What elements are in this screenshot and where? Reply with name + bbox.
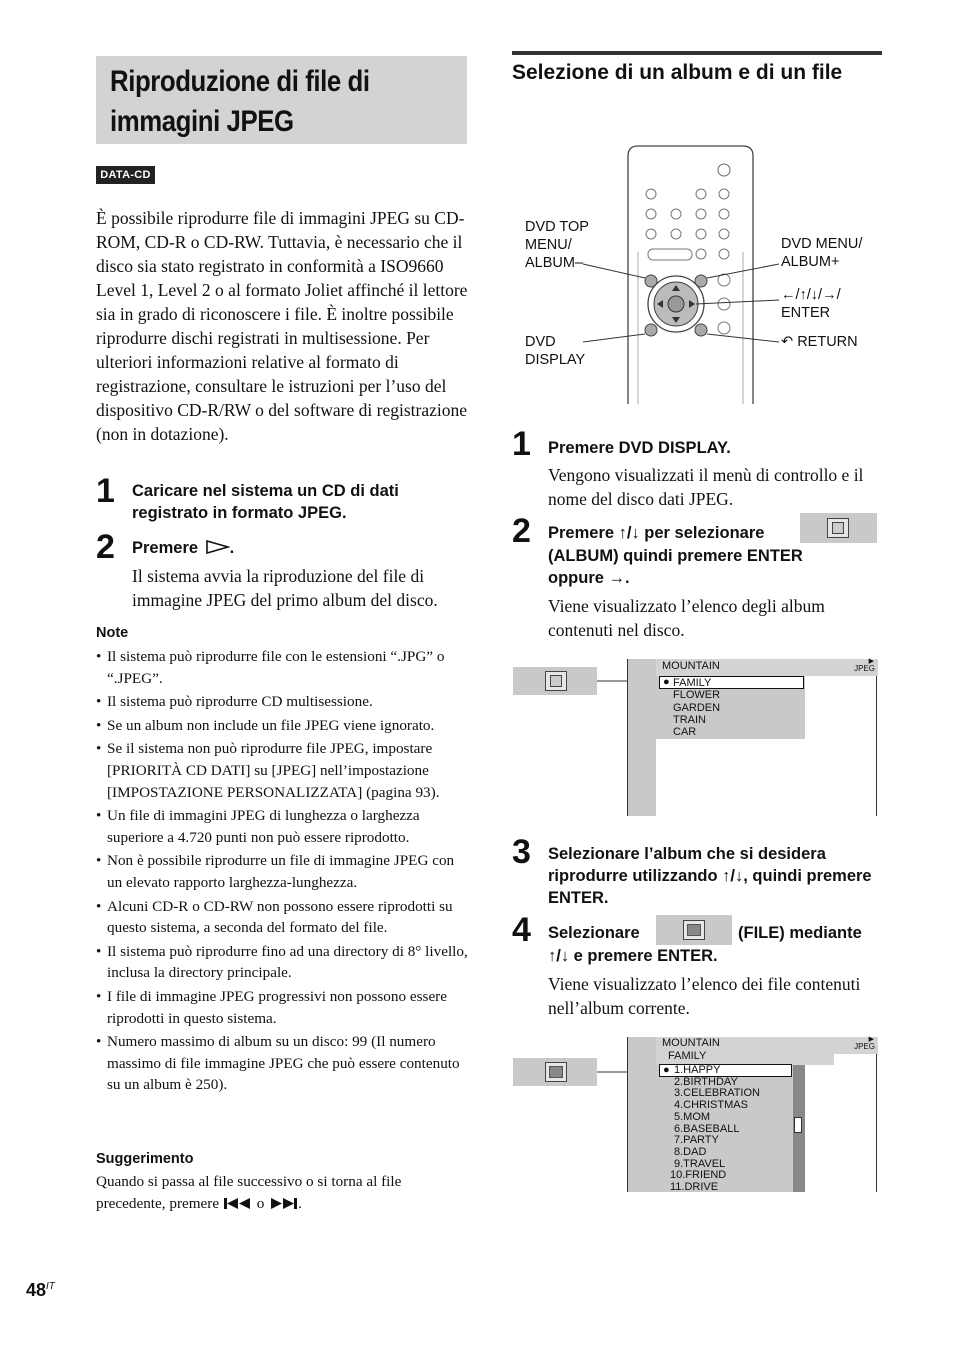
label-arrows-line2: ENTER — [781, 305, 831, 321]
label-dvd-menu — [781, 235, 862, 271]
play-indicator-icon: ▶ — [868, 1035, 874, 1043]
album-item[interactable]: FAMILY — [673, 677, 712, 689]
screen2-header: MOUNTAIN — [662, 1037, 720, 1049]
note-item: • Se il sistema non può riprodurre file JPEG, impostare [PRIORITÀ CD DATI] su [JPEG] nell’impostazione [IMPOSTAZIONE PERSONALIZZATA] (pagina 93). — [96, 738, 470, 803]
tip-text-a: Quando si passa al file successivo o si torna al file precedente, premere — [96, 1173, 402, 1212]
notes-list — [96, 646, 470, 1098]
notes-title: Note — [96, 625, 129, 641]
album-icon — [827, 518, 849, 538]
file-item[interactable]: 6.BASEBALL — [674, 1122, 740, 1135]
album-item[interactable]: CAR — [673, 726, 697, 739]
tip-text-o: o — [256, 1195, 265, 1212]
right-step-number-3: 3 — [512, 833, 531, 871]
step2-heading: Premere . — [132, 539, 235, 557]
label-dvd-top-menu-line3: ALBUM– — [525, 255, 584, 271]
step2-body: Il sistema avvia la riproduzione del file di immagine JPEG del primo album del disco. — [132, 566, 438, 610]
file-item[interactable]: 1.HAPPY — [674, 1064, 721, 1076]
remote-control-illustration — [560, 142, 800, 404]
step-number-1: 1 — [96, 472, 115, 510]
screen2-file-icon-box — [513, 1058, 597, 1086]
right-step3-heading: Selezionare l’album che si desidera riprodurre utilizzando ↑/↓, quindi premere ENTER. — [548, 845, 872, 907]
page-number-value: 48 — [26, 1280, 47, 1300]
tip-text: Quando si passa al file successivo o si torna al file precedente, premere o . — [96, 1173, 402, 1212]
step2-heading-text: Premere — [132, 539, 199, 557]
right-step2-heading-c: oppure →. — [548, 569, 630, 587]
file-item[interactable]: 10.FRIEND — [670, 1169, 727, 1182]
page-title-line1: Riproduzione di file di — [110, 65, 370, 98]
album-item[interactable]: TRAIN — [673, 713, 706, 726]
page-title — [96, 56, 467, 144]
right-step-number-2: 2 — [512, 512, 531, 550]
album-list-screen — [627, 659, 877, 816]
file-item[interactable]: 11.DRIVE — [670, 1181, 719, 1194]
file-list-screen — [627, 1037, 877, 1192]
screen1-album-icon-box — [513, 667, 597, 695]
step-number-2: 2 — [96, 528, 115, 566]
note-item: • Se un album non include un file JPEG viene ignorato. — [96, 715, 470, 737]
right-step-number-1: 1 — [512, 425, 531, 463]
label-dvd-top-menu-line1: DVD TOP — [525, 219, 589, 235]
note-item: • I file di immagine JPEG progressivi non possono essere riprodotti in questo sistema. — [96, 986, 470, 1029]
right-step4-heading-b: (FILE) mediante — [738, 924, 862, 942]
label-return-text: RETURN — [797, 334, 858, 350]
prev-track-icon — [223, 1198, 253, 1209]
screen1-items — [673, 677, 720, 738]
note-item: • Il sistema può riprodurre CD multisessione. — [96, 691, 470, 713]
file-item[interactable]: 2.BIRTHDAY — [674, 1075, 738, 1088]
album-item[interactable]: GARDEN — [673, 701, 721, 714]
right-step1-body: Vengono visualizzati il menù di controllo e il nome del disco dati JPEG. — [548, 465, 864, 509]
label-dvd-display-line2: DISPLAY — [525, 352, 586, 368]
screen2-items — [670, 1065, 760, 1194]
tip-title: Suggerimento — [96, 1151, 194, 1167]
right-step2-heading-a: Premere ↑/↓ per selezionare — [548, 524, 765, 542]
right-step4-heading-a: Selezionare — [548, 924, 640, 942]
file-icon-box — [656, 915, 732, 945]
scroll-thumb[interactable] — [794, 1117, 802, 1133]
album-icon-box — [800, 513, 877, 543]
play-icon — [206, 540, 230, 554]
right-step4-heading-c: ↑/↓ e premere ENTER. — [548, 947, 718, 965]
format-box — [814, 1037, 878, 1054]
file-item[interactable]: 9.TRAVEL — [674, 1157, 726, 1170]
album-icon — [545, 671, 567, 691]
page-title-line2: immagini JPEG — [110, 105, 294, 138]
return-icon: ↶ — [781, 334, 794, 350]
section-title: Selezione di un album e di un file — [512, 61, 843, 84]
page-number — [26, 1280, 55, 1301]
step1-heading: Caricare nel sistema un CD di dati registrato in formato JPEG. — [132, 482, 399, 522]
note-item: • Il sistema può riprodurre file con le estensioni “.JPG” o “.JPEG”. — [96, 646, 470, 689]
file-item[interactable]: 5.MOM — [674, 1110, 711, 1123]
label-dvd-menu-line1: DVD MENU/ — [781, 236, 863, 252]
file-item[interactable]: 4.CHRISTMAS — [674, 1099, 748, 1112]
data-cd-badge: DATA-CD — [96, 166, 155, 184]
page-language: IT — [46, 1281, 55, 1292]
selected-marker-icon: ● — [663, 676, 670, 688]
screen1-format: JPEG — [854, 664, 875, 673]
file-item[interactable]: 3.CELEBRATION — [674, 1087, 760, 1100]
screen1-header: MOUNTAIN — [662, 660, 720, 672]
format-box — [814, 659, 878, 676]
label-arrows-enter — [781, 286, 841, 322]
play-indicator-icon: ▶ — [868, 657, 874, 665]
label-dvd-display — [525, 333, 585, 369]
next-track-icon — [268, 1198, 298, 1209]
right-step2-body: Viene visualizzato l’elenco degli album contenuti nel disco. — [548, 596, 825, 640]
right-step1-heading: Premere DVD DISPLAY. — [548, 439, 731, 457]
note-item: • Un file di immagini JPEG di lunghezza o larghezza superiore a 4.720 punti non può essere riprodotto. — [96, 805, 470, 848]
right-step4-body: Viene visualizzato l’elenco dei file contenuti nell’album corrente. — [548, 974, 861, 1018]
intro-paragraph: È possibile riprodurre file di immagini JPEG su CD-ROM, CD-R o CD-RW. Tuttavia, è necessario che il disco sia stato registrato in conformità a ISO9660 Level 1, Level 2 o al formato Joliet affinché il lettore sia in grado di riconoscere i file. È inoltre possibile riprodurre dischi registrati in multisessione. Per ulteriori informazioni relative al formato di registrazione, consultare le istruzioni per l’uso del dispositivo CD-R/RW o del software di registrazione (non in dotazione). — [96, 208, 468, 444]
note-item: • Non è possibile riprodurre un file di immagine JPEG con un elevato rapporto larghezza-lunghezza. — [96, 850, 470, 893]
file-item[interactable]: 7.PARTY — [674, 1134, 719, 1147]
screen2-format: JPEG — [854, 1042, 875, 1051]
selected-marker-icon: ● — [663, 1064, 670, 1076]
label-dvd-top-menu — [525, 218, 589, 272]
file-item[interactable]: 8.DAD — [674, 1145, 707, 1158]
right-step-number-4: 4 — [512, 911, 531, 949]
file-icon — [545, 1062, 567, 1082]
label-dvd-display-line1: DVD — [525, 334, 556, 350]
label-arrows-line1: ←/↑/↓/→/ — [781, 287, 841, 303]
file-icon — [683, 920, 705, 940]
label-return — [781, 333, 858, 351]
label-dvd-top-menu-line2: MENU/ — [525, 237, 572, 253]
right-step2-heading-b: (ALBUM) quindi premere ENTER — [548, 547, 803, 565]
album-item[interactable]: FLOWER — [673, 689, 721, 702]
label-dvd-menu-line2: ALBUM+ — [781, 254, 840, 270]
note-item: • Alcuni CD-R o CD-RW non possono essere riprodotti su questo sistema, a seconda del formato del file. — [96, 896, 470, 939]
note-item: • Il sistema può riprodurre fino ad una directory di 8° livello, inclusa la directory principale. — [96, 941, 470, 984]
section-rule — [512, 51, 882, 55]
screen2-subheader: FAMILY — [668, 1050, 707, 1062]
note-item: • Numero massimo di album su un disco: 99 (Il numero massimo di file immagine JPEG che può essere contenuto su un album è 250). — [96, 1031, 470, 1096]
